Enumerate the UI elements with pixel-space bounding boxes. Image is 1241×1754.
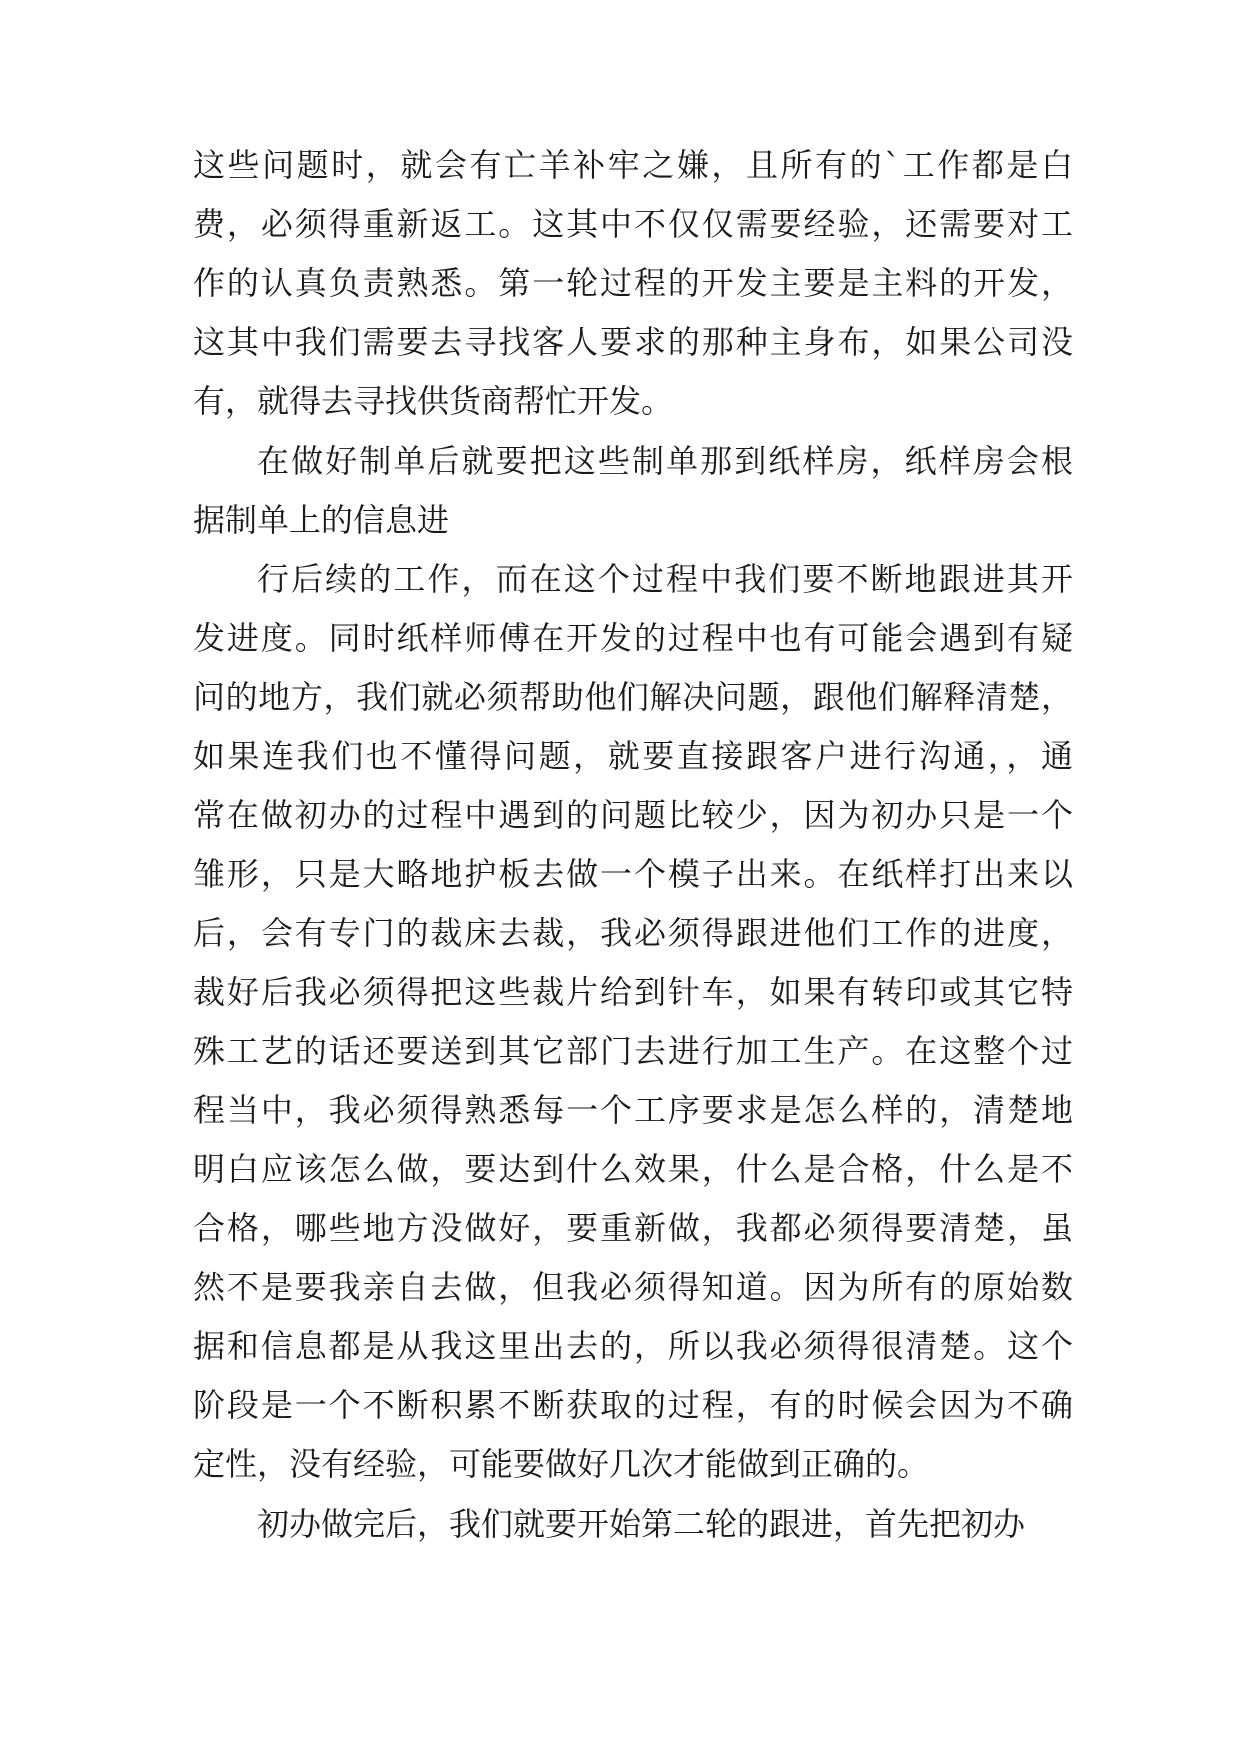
text-line: 有，就得去寻找供货商帮忙开发。 bbox=[193, 382, 674, 420]
text-line: 裁好后我必须得把这些裁片给到针车，如果有转印或其它特 bbox=[193, 973, 1073, 1011]
text-line: 据制单上的信息进 bbox=[193, 501, 450, 539]
text-line: 然不是要我亲自去做，但我必须得知道。因为所有的原始数 bbox=[193, 1268, 1073, 1306]
text-line: 问的地方，我们就必须帮助他们解决问题，跟他们解释清楚， bbox=[193, 678, 1073, 716]
paragraph-first-line: 初办做完后，我们就要开始第二轮的跟进，首先把初办 bbox=[257, 1505, 1026, 1543]
text-line: 阶段是一个不断积累不断获取的过程，有的时候会因为不确 bbox=[193, 1386, 1073, 1424]
text-line: 后，会有专门的裁床去裁，我必须得跟进他们工作的进度， bbox=[193, 914, 1073, 952]
text-line: 发进度。同时纸样师傅在开发的过程中也有可能会遇到有疑 bbox=[193, 619, 1073, 657]
text-line: 明白应该怎么做，要达到什么效果，什么是合格，什么是不 bbox=[193, 1150, 1073, 1188]
text-line: 据和信息都是从我这里出去的，所以我必须得很清楚。这个 bbox=[193, 1327, 1073, 1365]
text-line: 这些问题时，就会有亡羊补牢之嫌，且所有的`工作都是白 bbox=[193, 146, 1073, 184]
text-line: 作的认真负责熟悉。第一轮过程的开发主要是主料的开发， bbox=[193, 264, 1073, 302]
text-line: 常在做初办的过程中遇到的问题比较少，因为初办只是一个 bbox=[193, 796, 1073, 834]
text-line: 程当中，我必须得熟悉每一个工序要求是怎么样的，清楚地 bbox=[193, 1091, 1073, 1129]
text-line: 定性，没有经验，可能要做好几次才能做到正确的。 bbox=[193, 1445, 930, 1483]
paragraph-first-line: 行后续的工作，而在这个过程中我们要不断地跟进其开 bbox=[257, 560, 1073, 598]
text-line: 雏形，只是大略地护板去做一个模子出来。在纸样打出来以 bbox=[193, 855, 1073, 893]
text-line: 费，必须得重新返工。这其中不仅仅需要经验，还需要对工 bbox=[193, 205, 1073, 243]
text-line: 殊工艺的话还要送到其它部门去进行加工生产。在这整个过 bbox=[193, 1032, 1073, 1070]
text-line: 合格，哪些地方没做好，要重新做，我都必须得要清楚，虽 bbox=[193, 1209, 1073, 1247]
text-line: 如果连我们也不懂得问题，就要直接跟客户进行沟通，，通 bbox=[193, 737, 1073, 775]
text-line: 这其中我们需要去寻找客人要求的那种主身布，如果公司没 bbox=[193, 323, 1073, 361]
paragraph-first-line: 在做好制单后就要把这些制单那到纸样房，纸样房会根 bbox=[257, 442, 1073, 480]
